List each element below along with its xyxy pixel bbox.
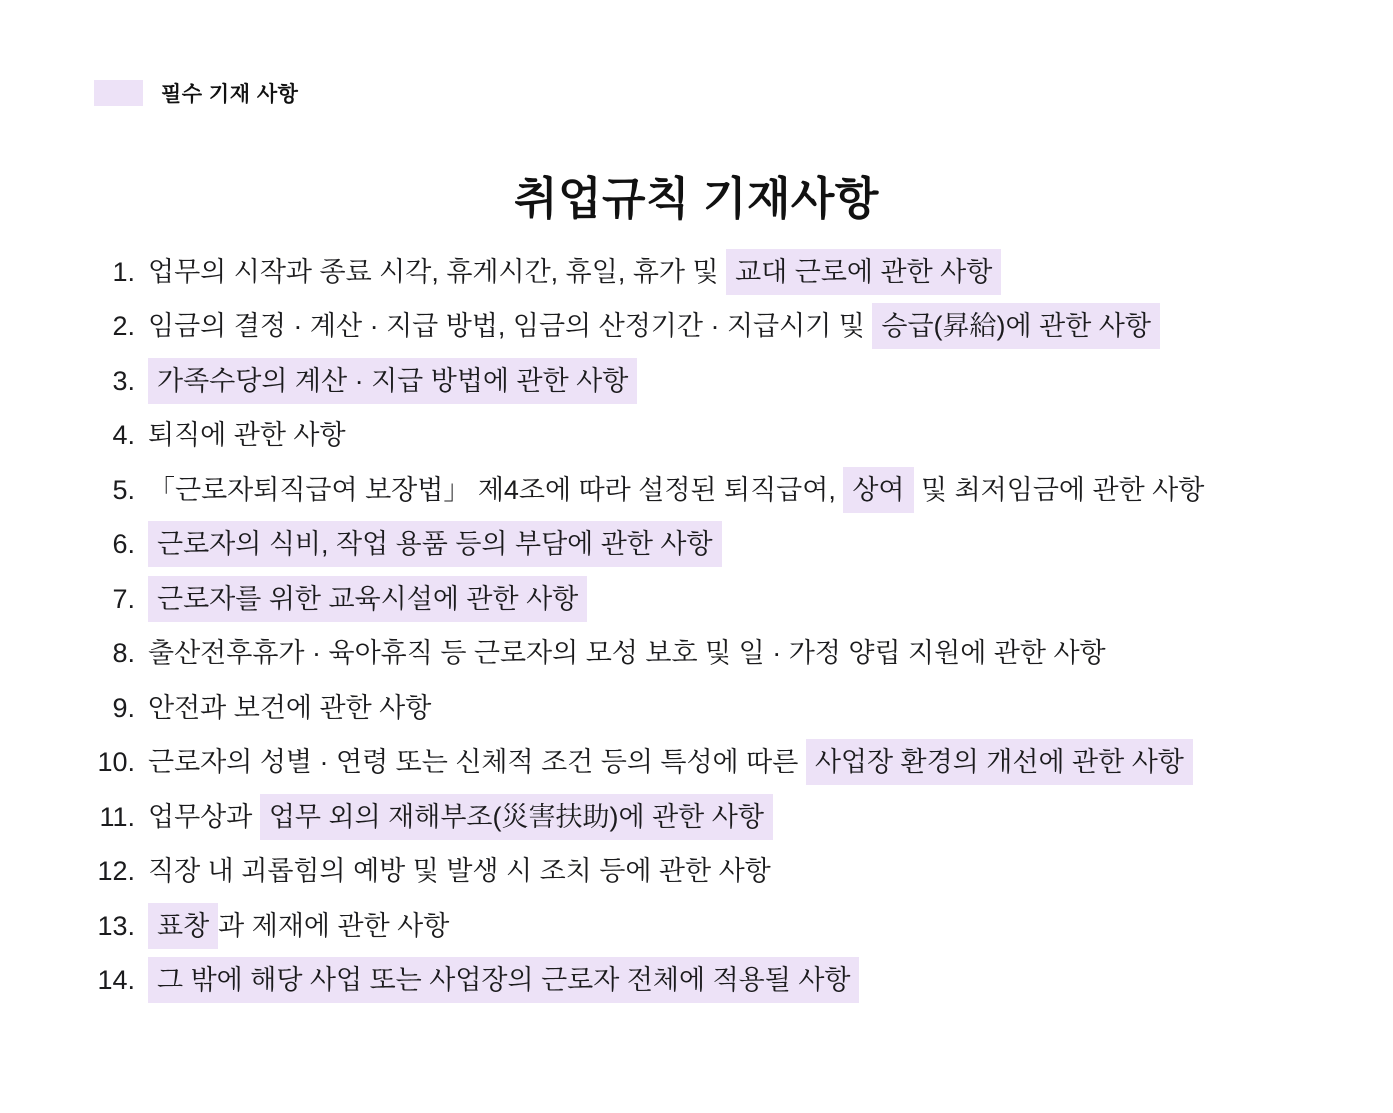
- text-segment: 안전과 보건에 관한 사항: [148, 692, 432, 723]
- required-highlight-segment: 사업장 환경의 개선에 관한 사항: [806, 739, 1193, 785]
- list-item: [0, 627, 1393, 682]
- list-item-text: [148, 640, 1106, 667]
- text-segment: 직장 내 괴롭힘의 예방 및 발생 시 조치 등에 관한 사항: [148, 856, 771, 887]
- list-item-text: [148, 422, 346, 449]
- text-segment: 업무의 시작과 종료 시각, 휴게시간, 휴일, 휴가 및: [148, 256, 727, 287]
- list-item: [0, 681, 1393, 736]
- list-item-text: [148, 313, 1160, 340]
- list-item: [0, 899, 1393, 954]
- list-item-text: [148, 858, 771, 885]
- list-item-text: [148, 749, 1193, 776]
- list-item-number: 1.: [112, 256, 135, 287]
- list-item-text: [148, 967, 859, 994]
- list-item-text: [148, 910, 450, 941]
- text-segment: 「근로자퇴직급여 보장법」 제4조에 따라 설정된 퇴직급여,: [148, 474, 844, 505]
- text-segment: 근로자의 성별 · 연령 또는 신체적 조건 등의 특성에 따른: [148, 747, 806, 778]
- required-highlight-segment: 교대 근로에 관한 사항: [726, 249, 1001, 295]
- legend-label: 필수 기재 사항: [161, 83, 299, 106]
- required-highlight-segment: 승급(昇給)에 관한 사항: [872, 303, 1160, 349]
- list-item-number: 11.: [99, 801, 135, 832]
- required-highlight-segment: 표창: [148, 903, 218, 949]
- list-item: [0, 790, 1393, 845]
- list-item: [0, 300, 1393, 355]
- list-item: [0, 845, 1393, 900]
- list-item-number: 5.: [112, 474, 135, 505]
- text-segment: 퇴직에 관한 사항: [148, 420, 346, 451]
- rules-list: [0, 245, 1393, 1008]
- list-item-number: 3.: [112, 365, 135, 396]
- list-item-text: [148, 256, 1001, 287]
- list-item-text: [148, 801, 773, 832]
- legend: [94, 78, 298, 108]
- required-highlight-segment: 그 밖에 해당 사업 또는 사업장의 근로자 전체에 적용될 사항: [148, 957, 859, 1003]
- text-segment: 과 제재에 관한 사항: [218, 910, 450, 941]
- text-segment: 임금의 결정 · 계산 · 지급 방법, 임금의 산정기간 · 지급시기 및: [148, 311, 873, 342]
- list-item-number: 10.: [97, 747, 135, 778]
- list-item-number: 8.: [112, 638, 135, 669]
- list-item: [0, 572, 1393, 627]
- list-item: [0, 245, 1393, 300]
- required-highlight-segment: 근로자를 위한 교육시설에 관한 사항: [148, 576, 587, 622]
- list-item: [0, 354, 1393, 409]
- list-item-number: 4.: [112, 420, 135, 451]
- list-item: [0, 736, 1393, 791]
- required-highlight-segment: 근로자의 식비, 작업 용품 등의 부담에 관한 사항: [148, 521, 722, 567]
- list-item-text: [148, 583, 587, 614]
- list-item-number: 7.: [112, 583, 135, 614]
- page-title: 취업규칙 기재사항: [514, 173, 879, 225]
- list-item-text: [148, 474, 1205, 505]
- required-highlight-segment: 업무 외의 재해부조(災害扶助)에 관한 사항: [260, 794, 773, 840]
- required-highlight-segment: 상여: [843, 467, 913, 513]
- list-item-text: [148, 692, 432, 723]
- text-segment: 출산전후휴가 · 육아휴직 등 근로자의 모성 보호 및 일 · 가정 양립 지원에 관한 사항: [148, 638, 1106, 669]
- text-segment: 업무상과: [148, 801, 260, 832]
- list-item-number: 12.: [97, 856, 135, 887]
- list-item-number: 9.: [112, 692, 135, 723]
- list-item-number: 13.: [97, 910, 135, 941]
- list-item: [0, 954, 1393, 1009]
- list-item: [0, 409, 1393, 464]
- list-item: [0, 518, 1393, 573]
- list-item-number: 14.: [97, 965, 135, 996]
- list-item-text: [148, 365, 637, 396]
- required-highlight-swatch-icon: [94, 80, 143, 106]
- list-item-number: 2.: [112, 311, 135, 342]
- list-item-number: 6.: [112, 529, 135, 560]
- list-item-text: [148, 531, 722, 558]
- required-highlight-segment: 가족수당의 계산 · 지급 방법에 관한 사항: [148, 358, 637, 404]
- list-item: [0, 463, 1393, 518]
- text-segment: 및 최저임금에 관한 사항: [913, 474, 1205, 505]
